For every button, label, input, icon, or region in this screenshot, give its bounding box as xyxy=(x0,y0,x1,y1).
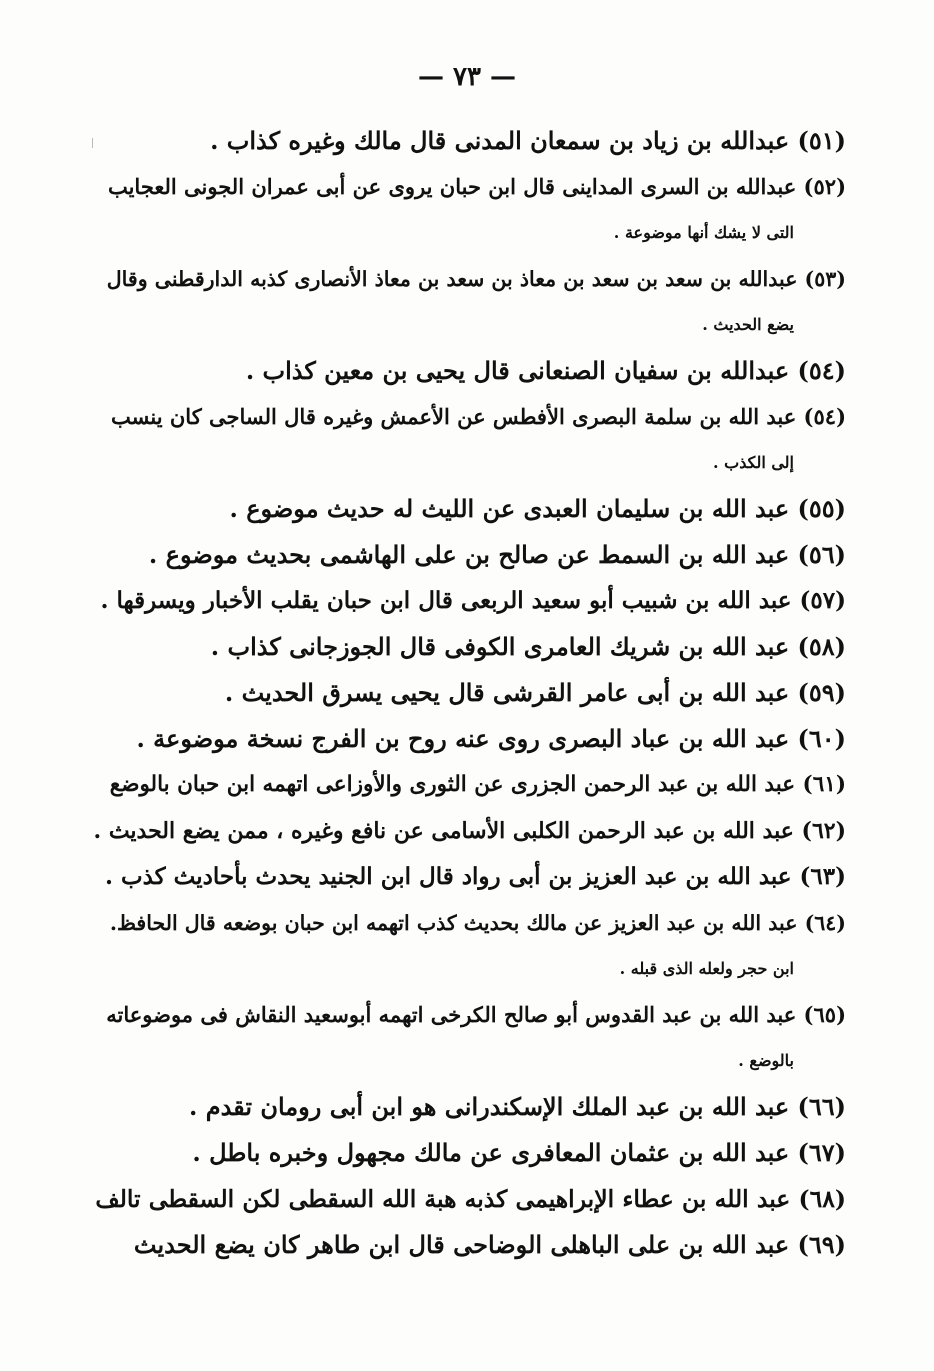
list-item xyxy=(94,900,846,992)
list-item xyxy=(94,1084,846,1130)
entry-text: (٦٤) عبد الله بن عبد العزيز عن مالك بحديث كذب اتهمه ابن حبان بوضعه قال الحافظ. xyxy=(109,911,846,935)
list-item xyxy=(94,256,846,348)
entry-continuation: التى لا يشك أنها موضوعة . xyxy=(613,223,794,242)
entry-continuation: يضع الحديث . xyxy=(702,315,794,334)
entry-text: (٥٢) عبدالله بن السرى المداينى قال ابن حبان يروى عن أبى عمران الجونى العجايب xyxy=(107,174,846,199)
list-item xyxy=(94,808,846,854)
list-item xyxy=(94,486,846,532)
list-item xyxy=(94,716,846,762)
entry-text: (٦٠) عبد الله بن عباد البصرى روى عنه روح بن الفرج نسخة موضوعة . xyxy=(136,724,846,753)
entry-continuation: إلى الكذب . xyxy=(713,453,794,472)
entry-text: (٦٨) عبد الله بن عطاء الإبراهيمى كذبه هبة الله السقطى لكن السقطى تالف xyxy=(95,1185,846,1213)
list-item xyxy=(94,670,846,716)
entry-text: (٥٣) عبدالله بن سعد بن سعد بن معاذ بن سعد بن معاذ الأنصارى كذبه الدارقطنى وقال xyxy=(106,267,846,291)
entry-continuation: ابن حجر ولعله الذى قبله . xyxy=(619,959,794,978)
entry-text: (٦٩) عبد الله بن على الباهلى الوضاحى قال ابن طاهر كان يضع الحديث xyxy=(133,1230,846,1259)
list-item xyxy=(94,1130,846,1176)
list-item xyxy=(94,578,846,624)
entry-text: (٦٢) عبد الله بن عبد الرحمن الكلبى الأسامى عن نافع وغيره ، ممن يضع الحديث . xyxy=(93,818,846,844)
entry-text: (٦٣) عبد الله بن عبد العزيز بن أبى رواد قال ابن الجنيد يحدث بأحاديث كذب . xyxy=(104,863,846,890)
page-number: — ٧٣ — xyxy=(417,62,517,92)
list-item xyxy=(94,854,846,900)
list-item xyxy=(94,164,846,256)
entry-list xyxy=(94,118,846,1268)
entry-text: (٦١) عبد الله بن عبد الرحمن الجزرى عن الثورى والأوزاعى اتهمه ابن حبان بالوضع xyxy=(109,772,846,797)
entry-text: (٦٦) عبد الله بن عبد الملك الإسكندرانى هو ابن أبى رومان تقدم . xyxy=(189,1092,846,1121)
entry-text: (٥٥) عبد الله بن سليمان العبدى عن الليث له حديث موضوع . xyxy=(229,494,846,523)
entry-text: (٥٧) عبد الله بن شبيب أبو سعيد الربعى قال ابن حبان يقلب الأخبار ويسرقها . xyxy=(100,587,846,614)
entry-text: (٥٤) عبدالله بن سفيان الصنعانى قال يحيى بن معين كذاب . xyxy=(245,356,846,385)
list-item xyxy=(94,118,846,164)
entry-text: (٥٦) عبد الله بن السمط عن صالح بن على الهاشمى بحديث موضوع . xyxy=(148,540,846,569)
entry-text: (٦٥) عبد الله بن عبد القدوس أبو صالح الكرخى اتهمه أبوسعيد النقاش فى موضوعاته xyxy=(106,1002,846,1027)
entry-text: (٥٤) عبد الله بن سلمة البصرى الأفطس عن الأعمش وغيره قال الساجى كان ينسب xyxy=(111,404,846,429)
entry-continuation: بالوضع . xyxy=(738,1051,794,1070)
entry-text: (٥٨) عبد الله بن شريك العامرى الكوفى قال الجوزجانى كذاب . xyxy=(210,632,846,661)
list-item xyxy=(94,762,846,808)
list-item xyxy=(94,348,846,394)
entry-text: (٥١) عبدالله بن زياد بن سمعان المدنى قال مالك وغيره كذاب . xyxy=(210,126,846,155)
list-item xyxy=(94,1222,846,1268)
list-item xyxy=(94,394,846,486)
entry-text: (٦٧) عبد الله بن عثمان المعافرى عن مالك مجهول وخبره باطل . xyxy=(192,1138,846,1167)
list-item xyxy=(94,992,846,1084)
list-item xyxy=(94,532,846,578)
list-item xyxy=(94,1176,846,1222)
entry-text: (٥٩) عبد الله بن أبى عامر القرشى قال يحيى يسرق الحديث . xyxy=(224,678,846,707)
list-item xyxy=(94,624,846,670)
